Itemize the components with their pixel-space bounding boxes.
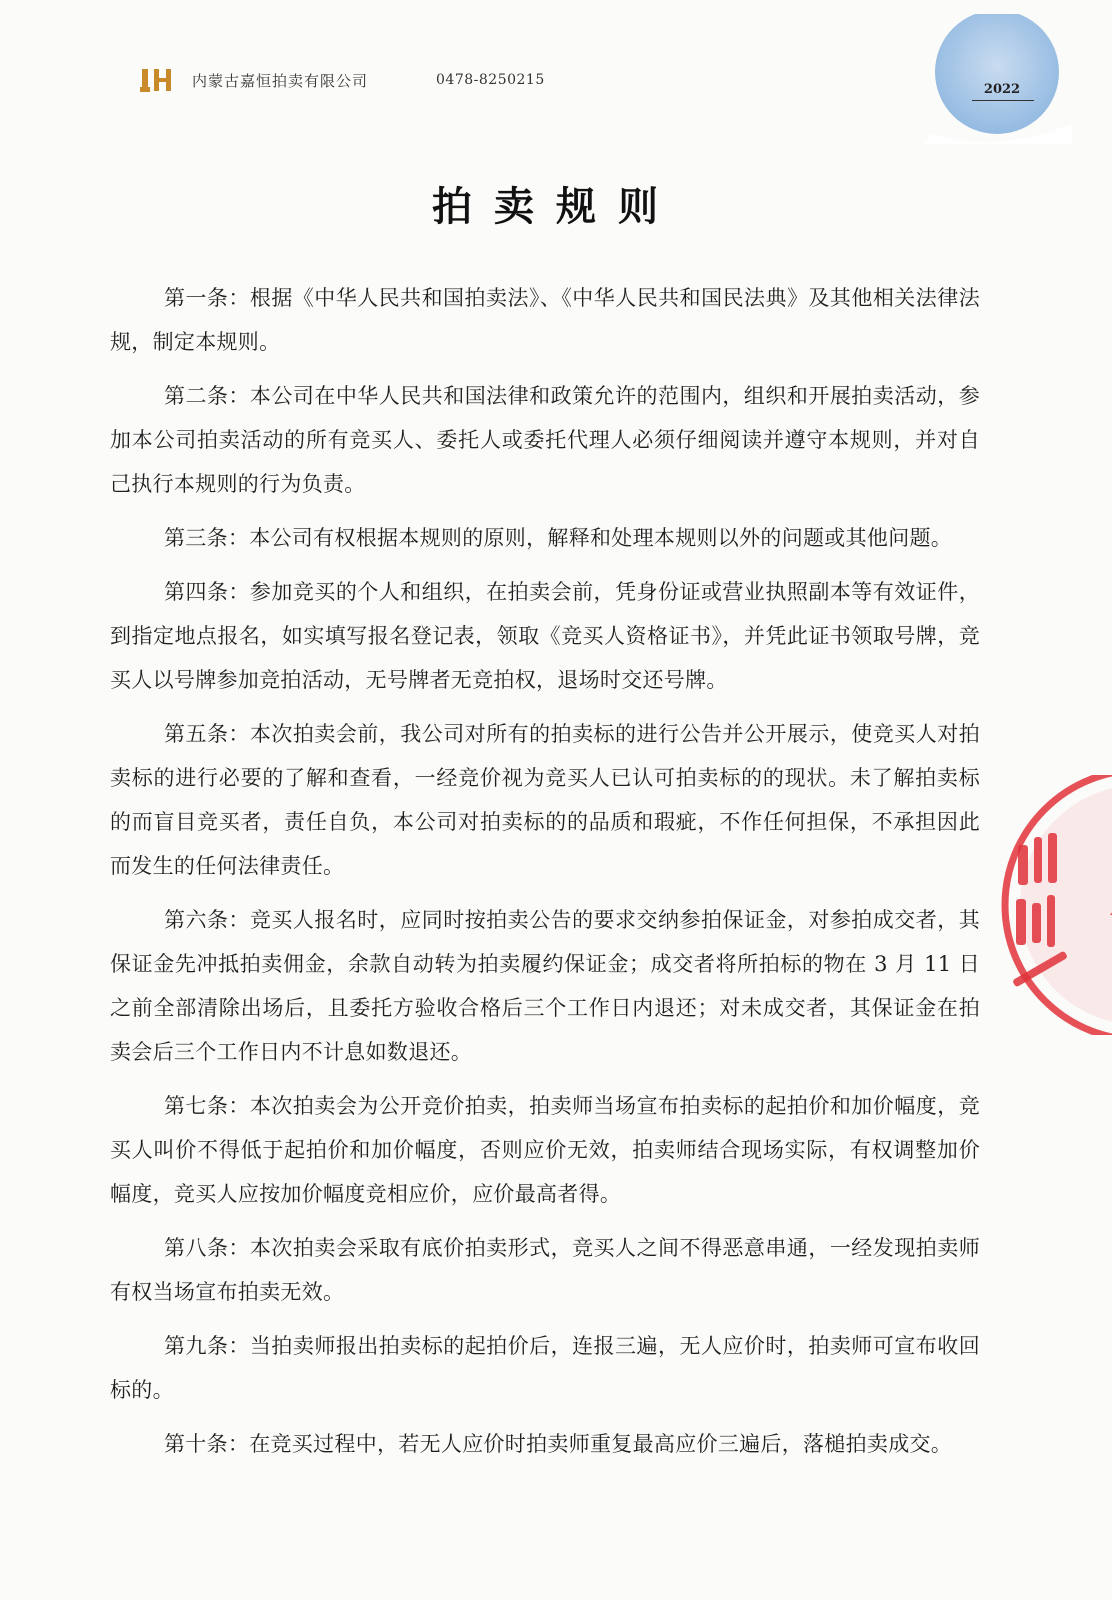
- article-5: 第五条：本次拍卖会前，我公司对所有的拍卖标的进行公告并公开展示，使竞买人对拍卖标的进行必要的了解和查看，一经竞价视为竞买人已认可拍卖标的的现状。未了解拍卖标的而盲目竞买者，责任自负，本公司对拍卖标的的品质和瑕疵，不作任何担保，不承担因此而发生的任何法律责任。: [110, 722, 980, 878]
- year-badge-graphic: [922, 14, 1072, 144]
- article-1: 第一条：根据《中华人民共和国拍卖法》、《中华人民共和国民法典》及其他相关法律法规，制定本规则。: [110, 286, 980, 354]
- article-8: 第八条：本次拍卖会采取有底价拍卖形式，竞买人之间不得恶意串通，一经发现拍卖师有权当场宣布拍卖无效。: [110, 1236, 980, 1304]
- article-4: 第四条：参加竞买的个人和组织，在拍卖会前，凭身份证或营业执照副本等有效证件，到指定地点报名，如实填写报名登记表，领取《竞买人资格证书》，并凭此证书领取号牌，竞买人以号牌参加竞拍活动，无号牌者无竞拍权，退场时交还号牌。: [110, 580, 980, 692]
- article-10: 第十条：在竞买过程中，若无人应价时拍卖师重复最高应价三遍后，落槌拍卖成交。: [164, 1432, 953, 1456]
- article-3: 第三条：本公司有权根据本规则的原则，解释和处理本规则以外的问题或其他问题。: [164, 526, 953, 550]
- article-6: 第六条：竞买人报名时，应同时按拍卖公告的要求交纳参拍保证金，对参拍成交者，其保证金先冲抵拍卖佣金，余款自动转为拍卖履约保证金；成交者将所拍标的物在 3 月 11 日之前全部清除出场后，且委托方验收合格后三个工作日内退还；对未成交者，其保证金在拍卖会后三个工作日内不计息如数退还。: [110, 908, 980, 1064]
- year-badge-text: 2022: [983, 82, 1021, 97]
- article-2: 第二条：本公司在中华人民共和国法律和政策允许的范围内，组织和开展拍卖活动，参加本公司拍卖活动的所有竞买人、委托人或委托代理人必须仔细阅读并遵守本规则，并对自己执行本规则的行为负责。: [110, 384, 980, 496]
- rules-body: [110, 276, 980, 1476]
- company-logo: [140, 67, 174, 93]
- year-badge-underline: [972, 100, 1034, 101]
- company-seal-stamp: [990, 775, 1112, 1035]
- company-name: 内蒙古嘉恒拍卖有限公司: [192, 71, 369, 90]
- company-phone: 0478-8250215: [436, 72, 545, 88]
- letterhead: [140, 62, 545, 98]
- article-9: 第九条：当拍卖师报出拍卖标的起拍价后，连报三遍，无人应价时，拍卖师可宣布收回标的。: [110, 1334, 980, 1402]
- document-title: 拍卖规则: [432, 183, 680, 230]
- article-7: 第七条：本次拍卖会为公开竞价拍卖，拍卖师当场宣布拍卖标的起拍价和加价幅度，竞买人叫价不得低于起拍价和加价幅度，否则应价无效，拍卖师结合现场实际，有权调整加价幅度，竞买人应按加价幅度竞相应价，应价最高者得。: [110, 1094, 980, 1206]
